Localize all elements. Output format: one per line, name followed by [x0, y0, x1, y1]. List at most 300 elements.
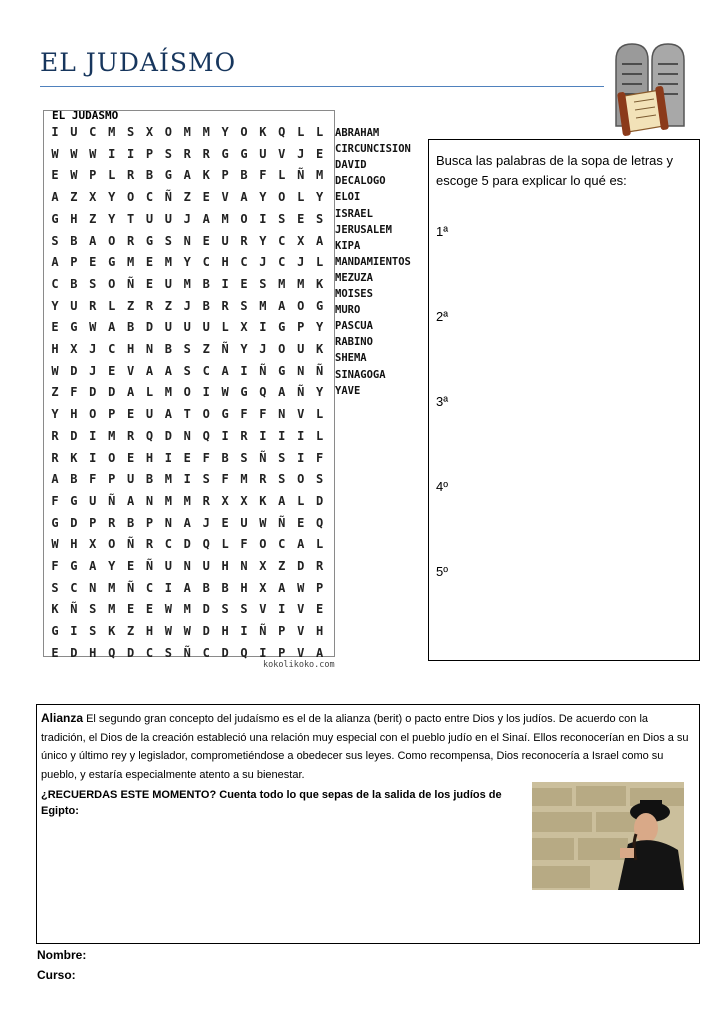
grid-cell: P [315, 580, 324, 595]
grid-cell: J [89, 363, 97, 378]
grid-cell: X [240, 320, 248, 335]
grid-cell: I [259, 645, 267, 660]
grid-cell: S [278, 472, 286, 487]
grid-cell: W [70, 168, 78, 183]
name-label: Nombre: [37, 948, 87, 962]
grid-cell: U [202, 320, 210, 335]
grid-cell: D [315, 493, 324, 508]
answer-label-4: 4º [436, 479, 448, 494]
grid-cell: N [164, 515, 172, 530]
grid-cell: E [221, 515, 229, 530]
grid-cell: M [126, 255, 135, 270]
grid-cell: K [51, 602, 59, 617]
grid-cell: H [221, 255, 229, 270]
word-list-item: YAVE [335, 384, 361, 397]
grid-cell: C [278, 255, 286, 270]
grid-cell: T [183, 407, 191, 422]
grid-cell: D [89, 385, 97, 400]
grid-cell: U [145, 211, 154, 226]
grid-cell: G [221, 407, 229, 422]
word-search-header: EL JUDASMO [52, 109, 119, 122]
grid-cell: A [145, 363, 154, 378]
grid-cell: Ñ [70, 602, 78, 617]
grid-cell: C [51, 276, 59, 291]
grid-cell: R [259, 472, 267, 487]
grid-cell: O [297, 472, 305, 487]
grid-cell: K [202, 168, 210, 183]
grid-cell: M [183, 602, 191, 617]
grid-cell: M [108, 428, 116, 443]
grid-cell: F [240, 407, 248, 422]
grid-cell: W [183, 624, 191, 639]
grid-cell: O [108, 276, 116, 291]
grid-cell: Q [315, 515, 324, 530]
grid-cell: T [126, 211, 135, 226]
grid-cell: R [51, 450, 59, 465]
western-wall-photo [532, 782, 684, 890]
grid-cell: A [51, 472, 59, 487]
grid-cell: V [278, 146, 286, 161]
grid-cell: I [164, 580, 172, 595]
grid-cell: S [51, 580, 59, 595]
grid-cell: R [145, 537, 154, 552]
grid-cell: G [51, 211, 59, 226]
grid-cell: P [221, 168, 229, 183]
course-label: Curso: [37, 968, 76, 982]
grid-cell: Ñ [297, 168, 305, 183]
grid-cell: H [70, 537, 78, 552]
grid-cell: E [183, 450, 191, 465]
grid-cell: I [164, 450, 172, 465]
scroll-icon [614, 86, 674, 138]
grid-cell: Z [70, 190, 78, 205]
grid-cell: Ñ [145, 559, 154, 573]
grid-cell: M [183, 276, 191, 291]
grid-cell: Ñ [259, 363, 267, 378]
grid-cell: J [183, 211, 191, 226]
grid-cell: C [240, 255, 248, 270]
grid-cell: Z [183, 190, 191, 205]
grid-cell: P [89, 515, 97, 530]
grid-cell: G [70, 320, 78, 335]
grid-cell: Q [278, 125, 286, 139]
grid-cell: E [126, 450, 135, 465]
grid-cell: P [145, 515, 154, 530]
grid-cell: A [108, 320, 116, 335]
grid-cell: E [145, 602, 154, 617]
grid-cell: S [164, 146, 172, 161]
grid-cell: I [240, 363, 248, 378]
grid-cell: O [108, 537, 116, 552]
word-list-item: JERUSALEM [335, 223, 392, 236]
grid-cell: B [202, 580, 210, 595]
grid-cell: Y [108, 211, 116, 226]
grid-cell: D [70, 363, 78, 378]
grid-cell: G [70, 493, 78, 508]
grid-cell: W [89, 146, 97, 161]
grid-cell: F [259, 168, 267, 183]
grid-cell: M [164, 255, 172, 270]
grid-cell: A [183, 515, 191, 530]
grid-cell: H [89, 645, 97, 660]
grid-cell: Ñ [259, 624, 267, 639]
grid-cell: O [278, 190, 286, 205]
grid-cell: S [183, 363, 191, 378]
grid-cell: H [221, 624, 229, 639]
grid-cell: N [183, 428, 191, 443]
grid-cell: F [221, 472, 229, 487]
grid-cell: M [297, 276, 305, 291]
word-list-item: SINAGOGA [335, 368, 386, 381]
grid-cell: P [278, 624, 286, 639]
alianza-text: El segundo gran concepto del judaísmo es el de la alianza (berit) o pacto entre Dios y los judíos. De acuerdo con la tradición, el Dios de la creación estableció una relación muy especial con el pueblo judío en el Sinaí. Ellos reconocerían en Dios a su único y último rey y legislador, comprometiéndose a obedecer sus leyes. Como recompensa, Dios reconocería a Israel como su pueblo, y estaría especialmente atento a su bienestar. [41, 713, 689, 781]
grid-cell: N [297, 363, 305, 378]
grid-cell: R [221, 298, 229, 313]
grid-cell: Q [108, 645, 116, 660]
word-list-item: ABRAHAM [335, 127, 380, 139]
grid-cell: S [278, 450, 286, 465]
grid-cell: D [108, 385, 116, 400]
grid-cell: I [278, 602, 286, 617]
grid-cell: O [259, 537, 267, 552]
word-list-item: ISRAEL [335, 207, 373, 220]
grid-cell: I [108, 146, 116, 161]
grid-cell: D [297, 559, 305, 573]
grid-cell: Z [126, 624, 135, 639]
grid-cell: O [183, 385, 191, 400]
answer-label-5: 5º [436, 564, 448, 579]
grid-cell: M [164, 385, 172, 400]
grid-cell: A [126, 385, 135, 400]
exodus-question: ¿RECUERDAS ESTE MOMENTO? Cuenta todo lo que sepas de la salida de los judíos de Egipto: [41, 789, 502, 817]
grid-cell: C [145, 190, 154, 205]
grid-cell: B [164, 342, 172, 356]
grid-cell: X [145, 125, 154, 139]
grid-cell: W [51, 537, 59, 552]
grid-cell: L [315, 537, 324, 552]
grid-cell: V [259, 602, 267, 617]
grid-cell: A [183, 580, 191, 595]
grid-cell: Ñ [108, 493, 116, 508]
source-credit: kokolikoko.com [263, 660, 335, 670]
grid-cell: G [164, 168, 172, 183]
grid-cell: W [259, 515, 267, 530]
grid-cell: S [183, 342, 191, 356]
grid-cell: L [145, 385, 154, 400]
grid-cell: L [315, 407, 324, 422]
grid-cell: E [240, 276, 248, 291]
grid-cell: D [70, 645, 78, 660]
grid-cell: I [259, 320, 267, 335]
grid-cell: I [126, 146, 135, 161]
grid-cell: R [126, 233, 135, 248]
grid-cell: R [108, 515, 116, 530]
grid-cell: P [278, 645, 286, 660]
grid-cell: Z [89, 211, 97, 226]
grid-cell: Y [259, 190, 267, 205]
grid-cell: G [240, 146, 248, 161]
grid-cell: I [278, 428, 286, 443]
grid-cell: E [51, 320, 59, 335]
grid-cell: O [126, 190, 135, 205]
grid-cell: X [89, 537, 97, 552]
grid-cell: Q [259, 385, 267, 400]
alianza-paragraph [41, 709, 691, 784]
grid-cell: X [89, 190, 97, 205]
grid-cell: F [259, 407, 267, 422]
grid-cell: S [278, 211, 286, 226]
grid-cell: G [51, 515, 59, 530]
grid-cell: D [164, 428, 172, 443]
grid-cell: D [70, 515, 78, 530]
grid-cell: L [297, 190, 305, 205]
grid-cell: I [202, 385, 210, 400]
grid-cell: D [221, 645, 229, 660]
grid-cell: W [221, 385, 229, 400]
grid-cell: U [297, 342, 305, 356]
grid-cell: A [183, 168, 191, 183]
grid-cell: P [70, 255, 78, 270]
answer-box [428, 139, 700, 661]
grid-cell: O [164, 125, 172, 139]
grid-cell: H [315, 624, 324, 639]
grid-cell: R [89, 298, 97, 313]
grid-cell: Y [51, 298, 59, 313]
grid-cell: G [278, 363, 286, 378]
grid-cell: Ñ [221, 342, 229, 356]
grid-cell: B [145, 168, 154, 183]
grid-cell: A [278, 580, 286, 595]
grid-cell: M [108, 602, 116, 617]
grid-cell: B [126, 515, 135, 530]
grid-cell: C [145, 580, 154, 595]
grid-cell: R [240, 428, 248, 443]
grid-cell: M [183, 493, 191, 508]
grid-cell: E [202, 190, 210, 205]
grid-cell: Y [259, 233, 267, 248]
grid-cell: A [278, 385, 286, 400]
grid-cell: S [164, 645, 172, 660]
word-list-item: MURO [335, 304, 361, 317]
word-list-item: MEZUZA [335, 271, 373, 284]
grid-cell: Y [315, 190, 324, 205]
grid-cell: Z [51, 385, 59, 400]
grid-cell: U [259, 146, 267, 161]
grid-cell: D [183, 537, 191, 552]
grid-cell: I [259, 428, 267, 443]
grid-cell: X [259, 559, 267, 573]
grid-cell: E [126, 602, 135, 617]
grid-cell: R [51, 428, 59, 443]
grid-cell: Y [108, 190, 116, 205]
grid-cell: N [145, 342, 154, 356]
grid-cell: I [297, 428, 305, 443]
answer-label-1: 1ª [436, 224, 449, 239]
grid-cell: Ñ [297, 385, 305, 400]
grid-cell: G [240, 385, 248, 400]
grid-cell: C [202, 363, 210, 378]
grid-cell: C [145, 645, 154, 660]
grid-cell: J [259, 342, 267, 356]
grid-cell: R [202, 493, 210, 508]
grid-cell: M [278, 276, 286, 291]
grid-cell: R [145, 298, 154, 313]
grid-cell: U [70, 125, 78, 139]
grid-cell: N [240, 559, 248, 573]
grid-cell: E [315, 146, 324, 161]
grid-cell: Ñ [183, 645, 191, 660]
grid-cell: C [70, 580, 78, 595]
grid-cell: C [202, 255, 210, 270]
grid-cell: X [240, 493, 248, 508]
grid-cell: I [297, 450, 305, 465]
grid-cell: S [259, 276, 267, 291]
grid-cell: A [315, 645, 324, 660]
grid-cell: J [297, 146, 305, 161]
grid-cell: F [89, 472, 97, 487]
grid-cell: Z [126, 298, 135, 313]
grid-cell: U [145, 407, 154, 422]
grid-cell: D [145, 320, 154, 335]
grid-cell: L [108, 298, 116, 313]
grid-cell: H [221, 559, 229, 573]
grid-cell: X [70, 342, 78, 356]
grid-cell: J [202, 515, 210, 530]
grid-cell: L [315, 125, 324, 139]
grid-cell: O [240, 125, 248, 139]
grid-cell: E [108, 363, 116, 378]
grid-cell: K [259, 493, 267, 508]
grid-cell: D [126, 645, 135, 660]
grid-cell: U [164, 276, 172, 291]
grid-cell: Y [221, 125, 229, 139]
grid-cell: H [240, 580, 248, 595]
grid-cell: C [278, 537, 286, 552]
word-list-item: RABINO [335, 336, 373, 349]
grid-cell: Z [202, 342, 210, 356]
grid-cell: U [221, 233, 229, 248]
grid-cell: U [89, 493, 97, 508]
grid-cell: N [145, 493, 154, 508]
grid-cell: A [240, 190, 248, 205]
grid-cell: I [89, 450, 97, 465]
grid-cell: A [164, 407, 172, 422]
grid-cell: M [108, 580, 116, 595]
grid-cell: Ñ [278, 515, 286, 530]
grid-cell: M [164, 493, 172, 508]
grid-cell: F [51, 493, 59, 508]
grid-cell: H [70, 211, 78, 226]
grid-cell: A [89, 559, 97, 573]
grid-cell: C [164, 537, 172, 552]
grid-cell: O [240, 211, 248, 226]
grid-cell: A [51, 190, 59, 205]
grid-cell: M [164, 472, 172, 487]
grid-cell: Ñ [164, 190, 172, 205]
word-list-item: KIPA [335, 239, 361, 252]
grid-cell: B [202, 276, 210, 291]
grid-cell: U [164, 320, 172, 335]
grid-cell: A [315, 233, 324, 248]
grid-cell: M [315, 168, 324, 183]
grid-cell: D [202, 624, 210, 639]
grid-cell: U [164, 559, 172, 573]
grid-cell: U [164, 211, 172, 226]
grid-cell: S [240, 450, 248, 465]
grid-cell: D [202, 602, 210, 617]
grid-cell: P [108, 472, 116, 487]
grid-cell: N [183, 233, 191, 248]
grid-cell: U [126, 472, 135, 487]
grid-cell: M [202, 125, 210, 139]
grid-cell: F [315, 450, 324, 465]
grid-cell: P [108, 407, 116, 422]
grid-cell: B [70, 472, 78, 487]
word-list-item: DAVID [335, 159, 367, 172]
grid-cell: W [70, 146, 78, 161]
grid-cell: S [89, 276, 97, 291]
grid-cell: A [278, 493, 286, 508]
grid-cell: L [278, 168, 286, 183]
grid-cell: M [240, 472, 248, 487]
instruction-text: Busca las palabras de la sopa de letras y escoge 5 para explicar lo qué es: [436, 153, 674, 188]
grid-cell: S [51, 233, 59, 248]
grid-cell: L [297, 125, 305, 139]
grid-cell: B [240, 168, 248, 183]
page-title: EL JUDAÍSMO [40, 48, 237, 77]
grid-cell: H [70, 407, 78, 422]
grid-cell: O [202, 407, 210, 422]
grid-cell: Ñ [126, 537, 135, 552]
word-list-item: PASCUA [335, 320, 373, 333]
grid-cell: G [108, 255, 116, 270]
grid-cell: Y [315, 385, 324, 400]
grid-cell: K [259, 125, 267, 139]
grid-cell: G [70, 559, 78, 573]
grid-cell: U [70, 298, 78, 313]
grid-cell: W [297, 580, 305, 595]
grid-cell: A [164, 363, 172, 378]
grid-cell: K [315, 276, 324, 291]
grid-cell: R [315, 559, 324, 573]
grid-cell: S [89, 624, 97, 639]
grid-cell: Ñ [259, 450, 267, 465]
grid-cell: R [183, 146, 191, 161]
grid-cell: Q [145, 428, 154, 443]
grid-cell: O [297, 298, 305, 313]
grid-cell: V [221, 190, 229, 205]
grid-cell: H [145, 450, 154, 465]
grid-cell: W [164, 624, 172, 639]
grid-cell: R [126, 168, 135, 183]
grid-cell: E [297, 515, 305, 530]
grid-cell: Z [164, 298, 172, 313]
grid-cell: J [297, 255, 305, 270]
grid-cell: E [51, 168, 59, 183]
grid-cell: C [108, 342, 116, 356]
grid-cell: O [108, 233, 116, 248]
grid-cell: W [51, 363, 59, 378]
grid-cell: C [89, 125, 97, 139]
grid-cell: Ñ [126, 580, 135, 595]
grid-cell: G [315, 298, 324, 313]
grid-cell: Y [240, 342, 248, 356]
grid-cell: V [297, 602, 305, 617]
grid-cell: U [183, 320, 191, 335]
grid-cell: S [240, 298, 248, 313]
grid-cell: M [183, 125, 191, 139]
grid-cell: R [126, 428, 135, 443]
